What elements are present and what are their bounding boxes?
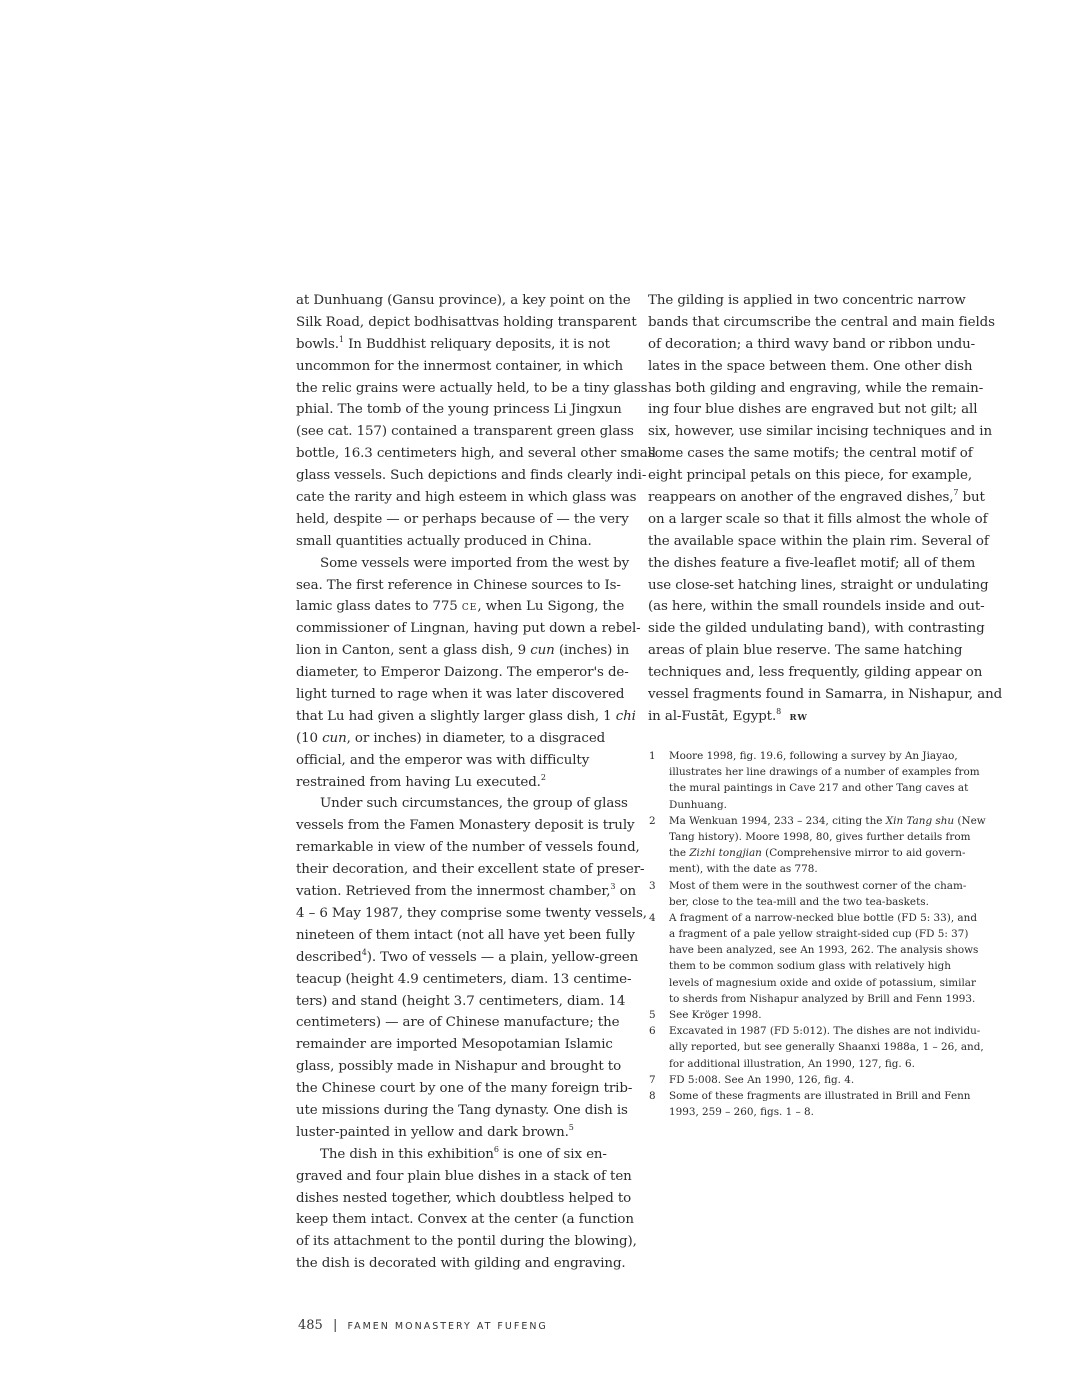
footnote-line: to sherds from Nishapur analyzed by Brill and Fenn 1993. bbox=[669, 992, 976, 1005]
text-line: phial. The tomb of the young princess Li Jingxun bbox=[296, 402, 622, 418]
text-line: use close-set hatching lines, straight or undulating bbox=[648, 577, 989, 593]
footnote-ref-2[interactable]: 2 bbox=[540, 772, 546, 782]
text-line: The gilding is applied in two concentric narrow bbox=[648, 293, 966, 308]
footnote-line: ment), with the date as 778. bbox=[669, 863, 818, 876]
text-line: remainder are imported Mesopotamian Islamic bbox=[296, 1037, 613, 1053]
footnote-ref-3[interactable]: 3 bbox=[610, 882, 616, 892]
footnote-ref-7[interactable]: 7 bbox=[953, 488, 959, 498]
text-line: held, despite — or perhaps because of — the very bbox=[296, 511, 629, 527]
footnote-number: 2 bbox=[649, 814, 656, 827]
footnote-5 bbox=[649, 1007, 979, 1023]
footnote-line: A fragment of a narrow-necked blue bottle (FD 5: 33), and bbox=[669, 911, 977, 924]
text-line: that Lu had given a slightly larger glass dish, 1 chi bbox=[296, 708, 636, 724]
footnote-7 bbox=[649, 1072, 979, 1088]
footnote-line: the Zizhi tongjian (Comprehensive mirror to aid govern- bbox=[669, 847, 966, 860]
text-line: of its attachment to the pontil during the blowing), bbox=[296, 1234, 637, 1250]
footnote-line: ber, close to the tea-mill and the two tea-baskets. bbox=[669, 895, 929, 908]
footnote-line: levels of magnesium oxide and oxide of potassium, similar bbox=[669, 976, 976, 989]
text-line: of decoration; a third wavy band or ribbon undu- bbox=[648, 336, 976, 352]
text-line: uncommon for the innermost container, in which bbox=[296, 358, 624, 374]
footnote-line: Most of them were in the southwest corner of the cham- bbox=[669, 879, 967, 892]
footnote-line: Some of these fragments are illustrated in Brill and Fenn bbox=[669, 1089, 971, 1102]
text-line: (as here, within the small roundels inside and out- bbox=[648, 599, 985, 615]
footnote-line: have been analyzed, see An 1993, 262. The analysis shows bbox=[669, 944, 979, 957]
text-line: dishes nested together, which doubtless helped to bbox=[296, 1190, 632, 1206]
footnote-4 bbox=[649, 910, 979, 1007]
text-line: bands that circumscribe the central and main fields bbox=[648, 314, 995, 330]
footnote-line: Excavated in 1987 (FD 5:012). The dishes are not individu- bbox=[669, 1025, 981, 1038]
text-line: the Chinese court by one of the many foreign trib- bbox=[296, 1081, 633, 1097]
text-line: glass, possibly made in Nishapur and brought to bbox=[296, 1059, 622, 1075]
text-line: lion in Canton, sent a glass dish, 9 cun (inches) in bbox=[296, 643, 630, 659]
footnote-line: illustrates her line drawings of a number of examples from bbox=[669, 766, 980, 779]
footnote-number: 7 bbox=[649, 1073, 656, 1086]
text-line: on a larger scale so that it fills almost the whole of bbox=[648, 511, 988, 527]
page-footer bbox=[298, 1318, 548, 1333]
text-line: The dish in this exhibition$^6$ is one of six en- bbox=[320, 1144, 607, 1162]
footnote-line: Ma Wenkuan 1994, 233 – 234, citing the Xin Tang shu (New bbox=[669, 814, 986, 827]
text-line: eight principal petals on this piece, for example, bbox=[648, 468, 973, 484]
footnote-line: 1993, 259 – 260, figs. 1 – 8. bbox=[669, 1106, 814, 1119]
text-line: diameter, to Emperor Daizong. The emperor's de- bbox=[296, 665, 629, 681]
text-line: nineteen of them intact (not all have yet been fully bbox=[296, 927, 635, 943]
text-line: (10 cun, or inches) in diameter, to a disgraced bbox=[296, 730, 606, 746]
text-line: Silk Road, depict bodhisattvas holding transparent bbox=[296, 314, 637, 330]
footnote-line: Dunhuang. bbox=[669, 798, 727, 811]
footnote-number: 1 bbox=[649, 750, 656, 762]
text-line: keep them intact. Convex at the center (a function bbox=[296, 1212, 634, 1228]
footnote-ref-5[interactable]: 5 bbox=[568, 1122, 574, 1132]
text-line: teacup (height 4.9 centimeters, diam. 13 centime- bbox=[296, 971, 632, 987]
footnote-line: Tang history). Moore 1998, 80, gives further details from bbox=[669, 830, 971, 843]
text-line: ute missions during the Tang dynasty. One dish is bbox=[296, 1102, 628, 1118]
text-line: graved and four plain blue dishes in a stack of ten bbox=[296, 1168, 632, 1184]
footnote-ref-8[interactable]: 8 bbox=[776, 706, 782, 716]
text-line: side the gilded undulating band), with contrasting bbox=[648, 621, 985, 637]
text-line: vation. Retrieved from the innermost chamber,$^3$ on bbox=[296, 882, 637, 900]
right-text-column bbox=[648, 290, 1003, 728]
text-line: vessels from the Famen Monastery deposit is truly bbox=[296, 818, 635, 834]
footnote-8 bbox=[649, 1088, 979, 1120]
footnote-line: them to be common sodium glass with relatively high bbox=[669, 960, 951, 973]
footnote-ref-4[interactable]: 4 bbox=[361, 947, 367, 957]
text-line: at Dunhuang (Gansu province), a key point on the bbox=[296, 293, 631, 308]
text-line: remarkable in view of the number of vessels found, bbox=[296, 840, 640, 856]
text-line: vessel fragments found in Samarra, in Nishapur, and bbox=[648, 687, 1003, 703]
author-initials: RW bbox=[789, 712, 808, 723]
text-line: bowls.$^1$ In Buddhist reliquary deposits, it is not bbox=[296, 334, 610, 352]
left-text-column bbox=[296, 290, 656, 1275]
footnote-2 bbox=[649, 813, 986, 878]
footnote-6 bbox=[649, 1023, 984, 1072]
footnote-ref-6[interactable]: 6 bbox=[493, 1144, 499, 1154]
footnote-number: 4 bbox=[649, 911, 656, 924]
footnote-line: See Kröger 1998. bbox=[669, 1009, 762, 1021]
text-line: small quantities actually produced in China. bbox=[296, 533, 592, 549]
text-line: ing four blue dishes are engraved but not gilt; all bbox=[648, 402, 978, 418]
text-line: their decoration, and their excellent state of preser- bbox=[296, 862, 645, 878]
footnote-number: 8 bbox=[649, 1089, 656, 1102]
text-line: areas of plain blue reserve. The same hatching bbox=[648, 643, 963, 659]
running-title: FAMEN MONASTERY AT FUFENG bbox=[347, 1321, 548, 1332]
text-line: sea. The first reference in Chinese sources to Is- bbox=[296, 577, 621, 593]
page-number: 485 bbox=[298, 1318, 323, 1333]
text-line: lates in the space between them. One other dish bbox=[648, 358, 973, 374]
footnote-ref-1[interactable]: 1 bbox=[338, 334, 344, 344]
text-line: the relic grains were actually held, to be a tiny glass bbox=[296, 380, 648, 396]
text-line: the dishes feature a five-leaflet motif; all of them bbox=[648, 555, 976, 571]
footer-separator: | bbox=[332, 1318, 338, 1333]
text-line: has both gilding and engraving, while the remain- bbox=[648, 380, 984, 396]
text-line: cate the rarity and high esteem in which glass was bbox=[296, 490, 637, 506]
text-line: glass vessels. Such depictions and finds clearly indi- bbox=[296, 468, 647, 484]
text-line: the dish is decorated with gilding and engraving. bbox=[296, 1256, 626, 1272]
text-line: 4 – 6 May 1987, they comprise some twenty vessels, bbox=[296, 905, 647, 921]
text-line: commissioner of Lingnan, having put down a rebel- bbox=[296, 621, 641, 637]
footnote-1 bbox=[649, 748, 979, 813]
text-line: luster-painted in yellow and dark brown.$^5$ bbox=[296, 1122, 574, 1140]
text-line: (see cat. 157) contained a transparent green glass bbox=[296, 424, 634, 440]
text-line: Under such circumstances, the group of glass bbox=[320, 796, 628, 812]
text-line: bottle, 16.3 centimeters high, and several other small bbox=[296, 446, 656, 462]
text-line: some cases the same motifs; the central motif of bbox=[648, 446, 973, 462]
text-line: six, however, use similar incising techniques and in bbox=[648, 424, 992, 440]
footnote-line: ally reported, but see generally Shaanxi 1988a, 1 – 26, and, bbox=[669, 1041, 984, 1054]
text-line: lamic glass dates to 775 CE, when Lu Sigong, the bbox=[296, 599, 625, 615]
footnote-number: 6 bbox=[649, 1025, 656, 1038]
footnote-line: FD 5:008. See An 1990, 126, fig. 4. bbox=[669, 1073, 855, 1086]
footnote-3 bbox=[649, 878, 979, 910]
text-line: reappears on another of the engraved dishes,$^7$ but bbox=[648, 488, 985, 506]
footnote-number: 5 bbox=[649, 1009, 656, 1021]
text-line: centimeters) — are of Chinese manufacture; the bbox=[296, 1015, 620, 1031]
text-line: described$^4$). Two of vessels — a plain, yellow-green bbox=[296, 947, 639, 965]
text-line: restrained from having Lu executed.$^2$ bbox=[296, 772, 546, 790]
footnote-line: Moore 1998, fig. 19.6, following a survey by An Jiayao, bbox=[669, 750, 958, 762]
footnotes bbox=[649, 748, 986, 1120]
text-line: light turned to rage when it was later discovered bbox=[296, 687, 625, 703]
text-line: ters) and stand (height 3.7 centimeters, diam. 14 bbox=[296, 993, 626, 1009]
text-line: Some vessels were imported from the west by bbox=[320, 555, 630, 571]
footnote-line: for additional illustration, An 1990, 127, fig. 6. bbox=[669, 1057, 915, 1070]
footnote-line: the mural paintings in Cave 217 and other Tang caves at bbox=[669, 782, 969, 795]
text-line: the available space within the plain rim. Several of bbox=[648, 533, 989, 549]
text-line: techniques and, less frequently, gilding appear on bbox=[648, 665, 983, 681]
text-line: official, and the emperor was with difficulty bbox=[296, 752, 590, 768]
footnote-number: 3 bbox=[649, 879, 656, 892]
footnote-line: a fragment of a pale yellow straight-sided cup (FD 5: 37) bbox=[669, 928, 969, 941]
text-line: in al-Fustāt, Egypt.$^8$ RW bbox=[648, 706, 808, 724]
